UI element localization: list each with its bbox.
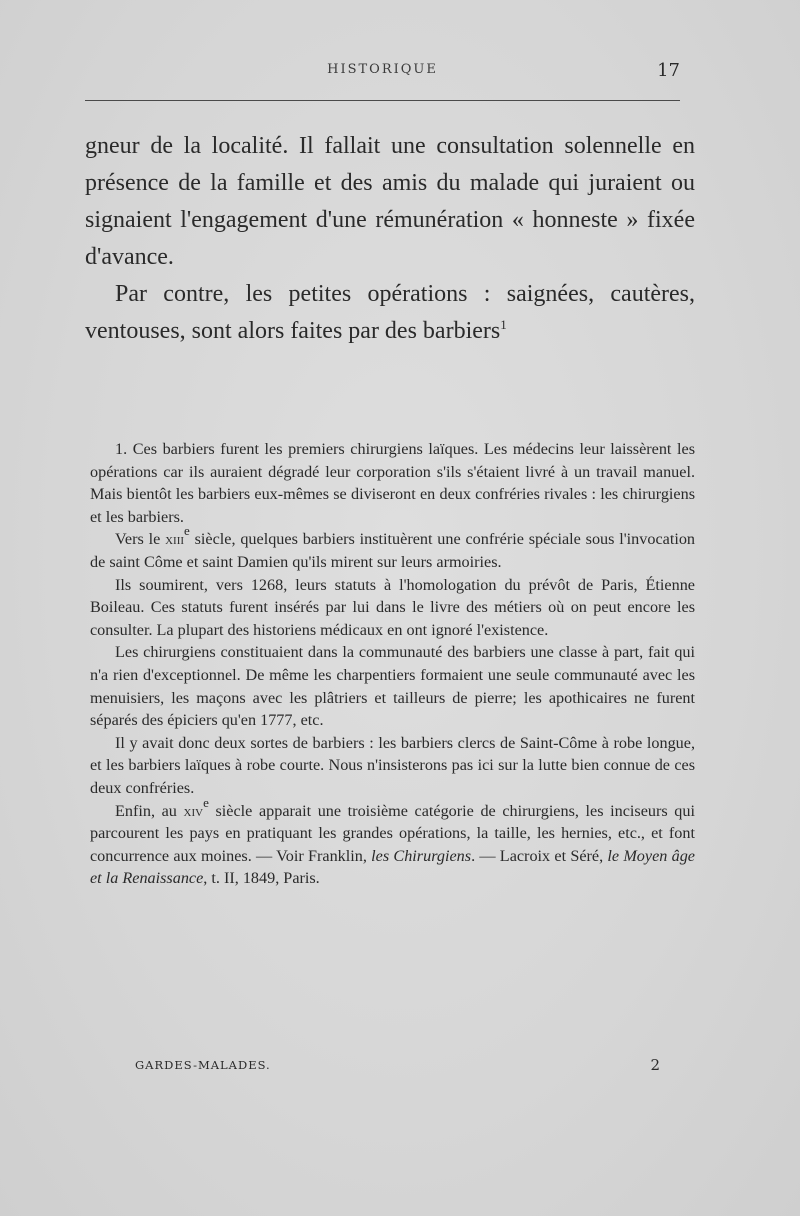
- footnote-text: . — Lacroix et Séré,: [471, 846, 608, 865]
- footnote-text: Les chirurgiens constituaient dans la communauté des barbiers une classe à part, fait qui n'a rien d'exceptionnel. De même les charpentiers formaient une seule communauté avec les menuisiers, les maçons avec les plâtriers et tailleurs de pierre; les apothicaires ne furent séparés des épiciers qu'en 1777, etc.: [90, 643, 695, 730]
- footnote-text: , t. II, 1849, Paris.: [203, 869, 320, 888]
- footnote-text: siècle, quelques barbiers instituèrent une confrérie spéciale sous l'invocation de saint Côme et saint Damien qu'ils mirent sur leurs armoiries.: [90, 530, 696, 571]
- footnote-block: [90, 438, 695, 890]
- paragraph-text: gneur de la localité. Il fallait une consultation solennelle en présence de la famille et des amis du malade qui juraient ou signaient l'engagement d'une rémunération « honneste » fixée d'avance.: [85, 133, 695, 270]
- century-numeral: xiv: [183, 801, 204, 820]
- century-superscript: e: [184, 523, 190, 539]
- century-superscript: e: [203, 794, 209, 810]
- signature-mark: GARDES-MALADES.: [135, 1058, 271, 1072]
- signature-number: 2: [650, 1056, 660, 1074]
- paragraph: [85, 128, 695, 276]
- running-head: [85, 60, 680, 84]
- footnote-text: Ils soumirent, vers 1268, leurs statuts à l'homologation du prévôt de Paris, Étienne Boileau. Ces statuts furent insérés par lui dans le livre des métiers où on peut encore les consulter. La plupart des historiens médicaux en ont ignoré l'existence.: [90, 575, 695, 639]
- main-text: [85, 128, 695, 350]
- footnote-text: siècle apparait une troisième catégorie de chirurgiens, les inciseurs qui parcourent les pays en pratiquant les grandes opérations, la taille, les hernies, etc., et font concurrence aux moines. — Voir Franklin,: [90, 801, 695, 865]
- footnote-text: Enfin, au: [115, 801, 184, 820]
- footnote-paragraph: [90, 438, 695, 528]
- page-number: 17: [657, 60, 680, 81]
- footnote-paragraph: [90, 641, 695, 731]
- footnote-paragraph: [90, 794, 695, 890]
- footnote-paragraph: [90, 574, 695, 642]
- citation-title: les Chirurgiens: [371, 846, 472, 865]
- century-numeral: xiii: [165, 530, 185, 549]
- footnote-text: 1. Ces barbiers furent les premiers chirurgiens laïques. Les médecins leur laissèrent les opérations car ils auraient dégradé leur corporation s'ils s'étaient livré à un travail manuel. Mais bientôt les barbiers eux-mêmes se diviseront en deux confréries rivales : les chirurgiens et les barbiers.: [90, 440, 695, 526]
- header-rule: [85, 100, 680, 101]
- footnote-text: Il y avait donc deux sortes de barbiers : les barbiers clercs de Saint-Côme à robe longue, et les barbiers laïques à robe courte. Nous n'insisterons pas ici sur la lutte bien connue de ces deux confréries.: [90, 733, 695, 797]
- citation-title: le Moyen âge et la Renaissance: [90, 846, 695, 888]
- paragraph-text: Par contre, les petites opérations : saignées, cautères, ventouses, sont alors faites par des barbiers: [85, 281, 695, 344]
- paragraph: [85, 276, 695, 350]
- running-title: HISTORIQUE: [327, 62, 438, 77]
- footnote-ref: 1: [500, 317, 507, 332]
- footnote-paragraph: [90, 523, 696, 573]
- footnote-text: Vers le: [115, 530, 166, 549]
- footnote-paragraph: [90, 732, 695, 800]
- signature-line: [135, 1056, 660, 1078]
